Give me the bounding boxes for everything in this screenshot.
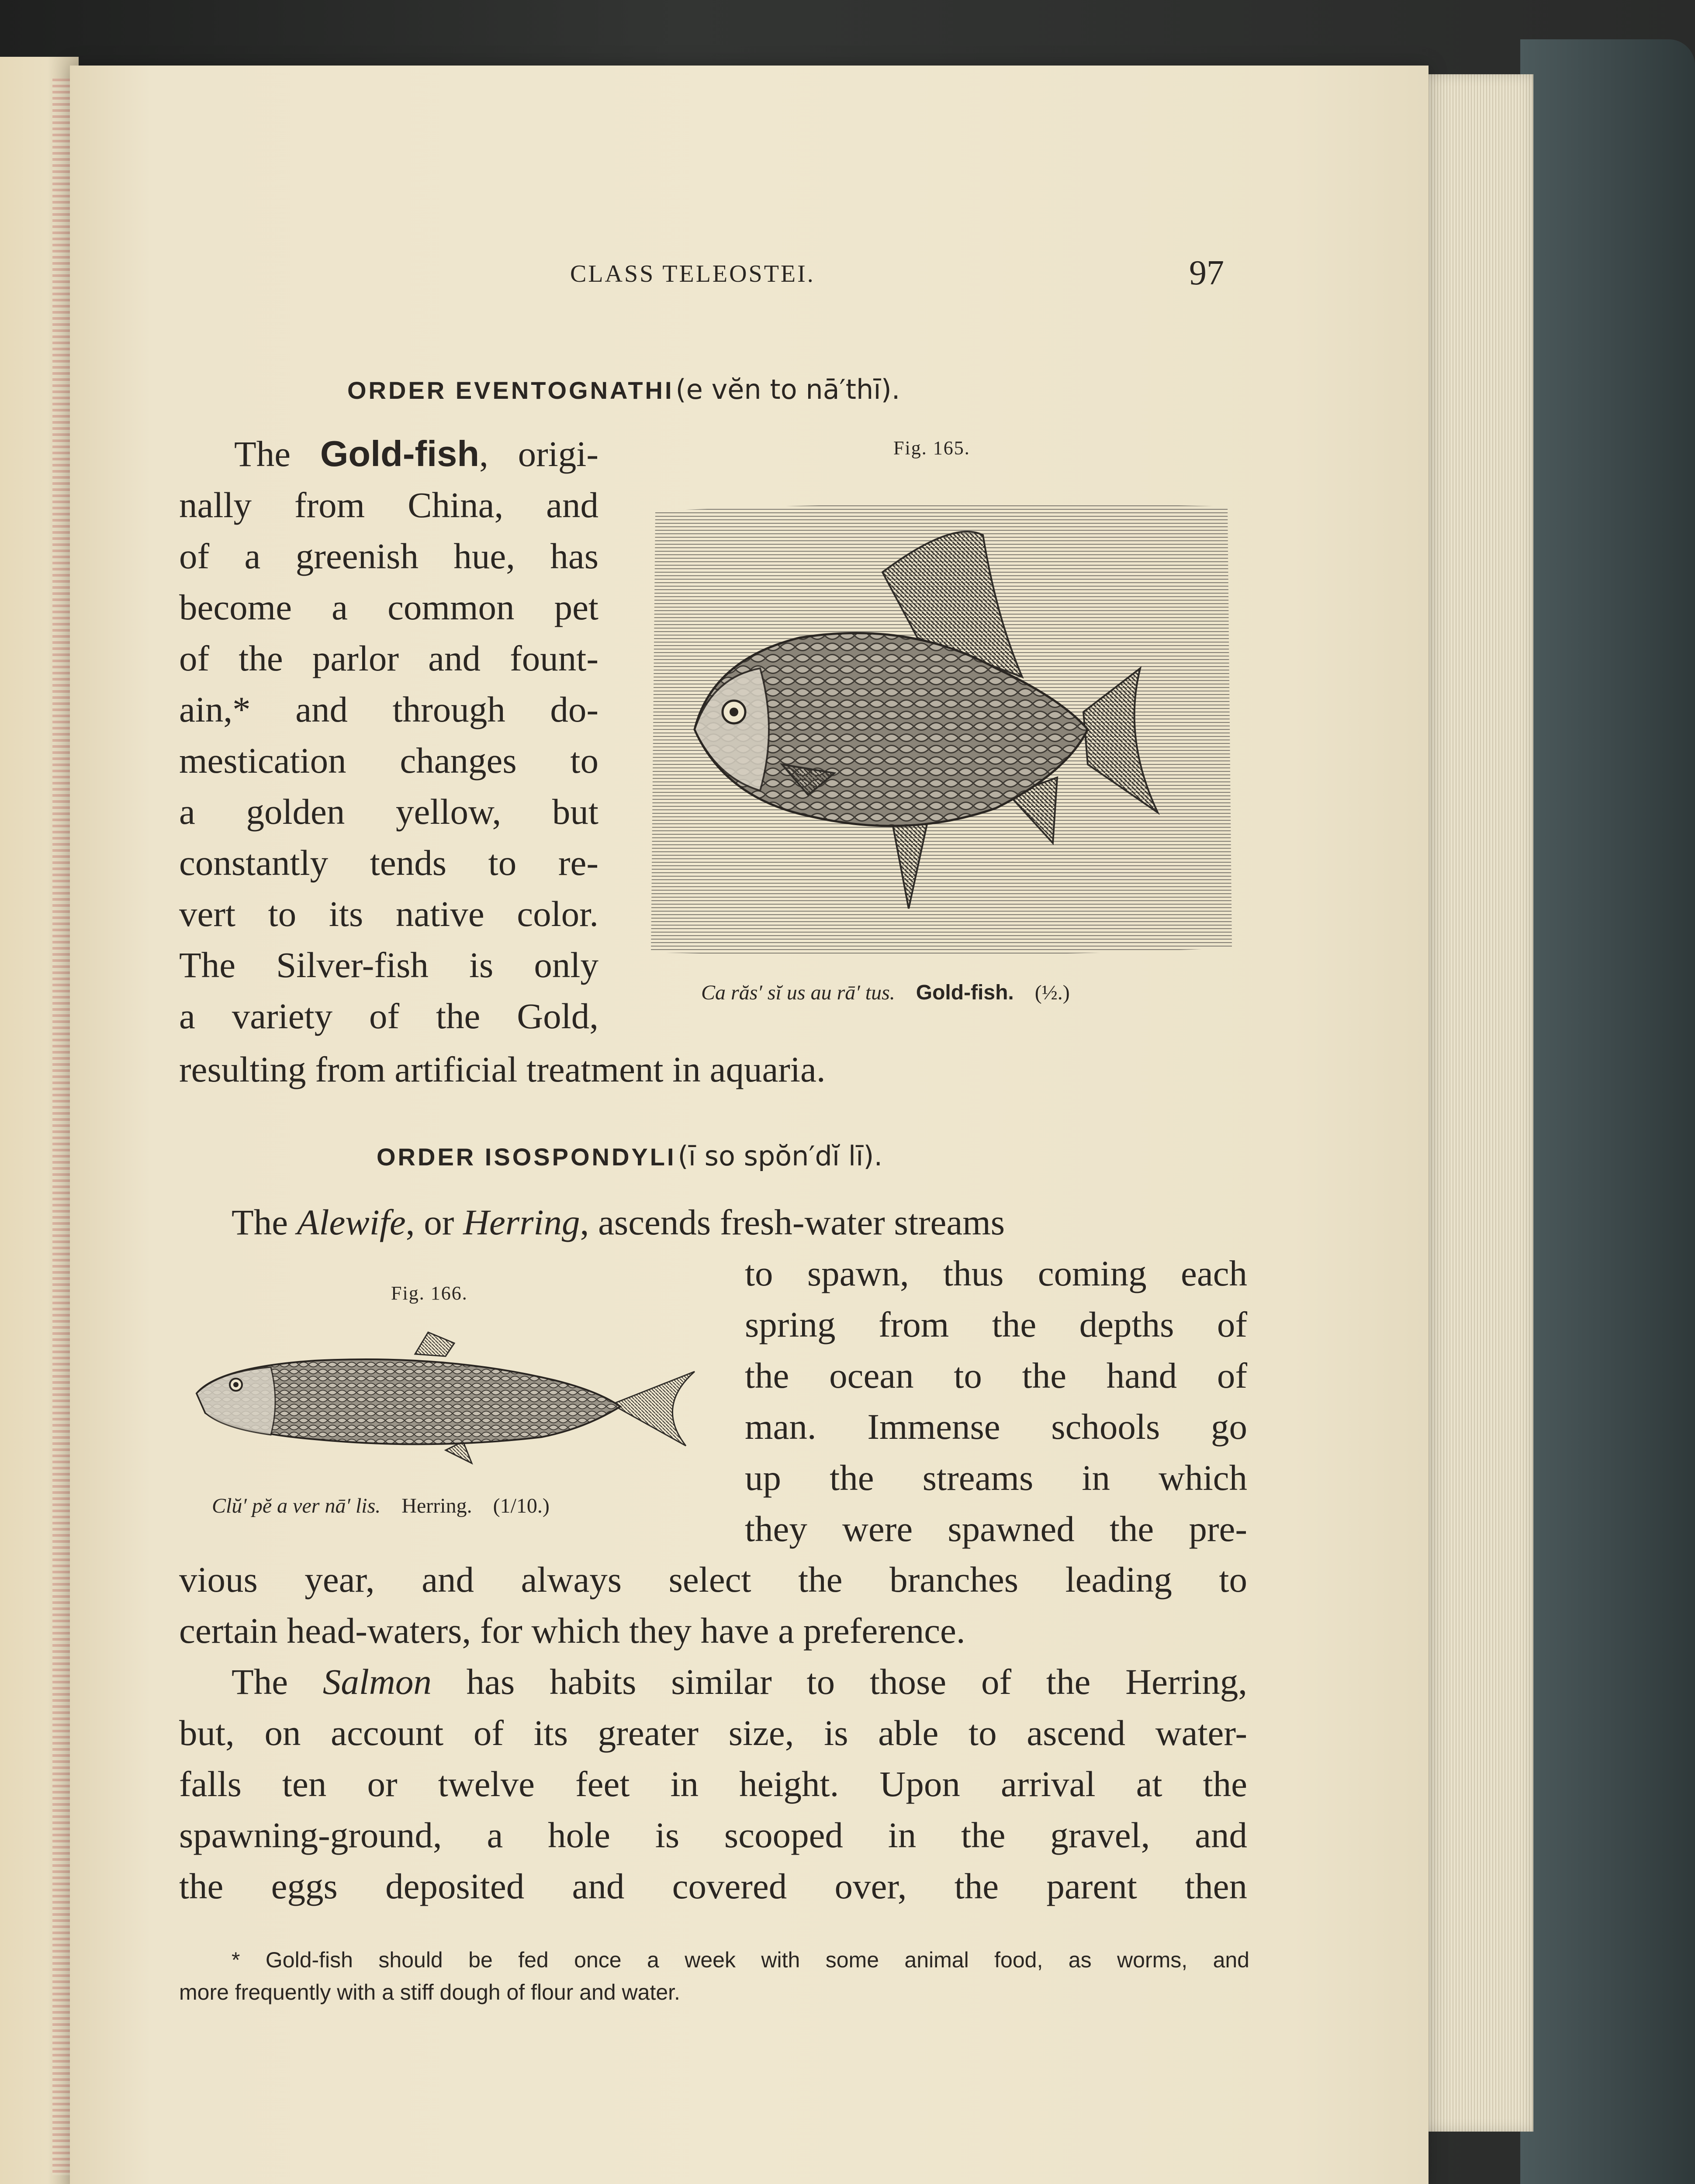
text-line: up the streams in which: [745, 1458, 1247, 1498]
footnote-line: * Gold-fish should be fed once a week with some animal food, as worms, and: [232, 1948, 1249, 1972]
text-line: vert to its native color.: [179, 894, 598, 934]
alewife-term: Alewife: [297, 1202, 406, 1242]
text-line: vious year, and always select the branches leading to: [179, 1559, 1247, 1600]
text-line: certain head-waters, for which they have a preference.: [179, 1610, 965, 1651]
text-line: The Gold-fish, origi-: [234, 433, 598, 474]
page-number: 97: [1189, 254, 1224, 292]
herring-illustration: [183, 1319, 708, 1485]
text-line: resulting from artificial treatment in aquaria.: [179, 1049, 826, 1089]
figure-165-caption: [701, 981, 1070, 1005]
text-line: mestication changes to: [179, 740, 598, 781]
text-line: of the parlor and fount-: [179, 638, 598, 678]
goldfish-term: Gold-fish: [320, 433, 480, 474]
text-line: falls ten or twelve feet in height. Upon arrival at the: [179, 1764, 1247, 1804]
text-line: a golden yellow, but: [179, 791, 598, 832]
text-line: the ocean to the hand of: [745, 1355, 1247, 1396]
figure-166-caption: [212, 1494, 550, 1518]
common-name: Herring.: [401, 1494, 472, 1517]
scale: (½.): [1034, 981, 1070, 1004]
text-line: they were spawned the pre-: [745, 1509, 1247, 1549]
text-line: become a common pet: [179, 587, 598, 627]
order-eventognathi-heading: [347, 373, 900, 405]
text-line: ain,* and through do-: [179, 689, 598, 729]
text-line: spring from the depths of: [745, 1304, 1247, 1344]
text-line: nally from China, and: [179, 485, 598, 525]
running-head: CLASS TELEOSTEI.: [570, 260, 815, 287]
text-line: The Alewife, or Herring, ascends fresh-water streams: [232, 1202, 1005, 1242]
order-pronunciation: (ī so spŏn′dĭ lī).: [678, 1140, 883, 1172]
footnote: [179, 1944, 1249, 2008]
herring-paragraph-end: [179, 1554, 1247, 1656]
salmon-term: Salmon: [322, 1662, 432, 1702]
text-line: of a greenish hue, has: [179, 536, 598, 576]
text-line: to spawn, thus coming each: [745, 1253, 1247, 1293]
text-line: spawning-ground, a hole is scooped in the gravel, and: [179, 1815, 1247, 1855]
text-line: but, on account of its greater size, is able to ascend water-: [179, 1713, 1247, 1753]
goldfish-illustration: [647, 494, 1236, 965]
herring-paragraph-wrap: [745, 1248, 1247, 1555]
scientific-name: Clŭ′ pĕ a ver nā′ lis.: [212, 1494, 381, 1517]
text-line: constantly tends to re-: [179, 843, 598, 883]
figure-165-label: Fig. 165.: [893, 437, 970, 459]
order-name: ORDER ISOSPONDYLI: [377, 1143, 676, 1171]
left-page-fore-edge: [52, 79, 70, 2175]
common-name: Gold-fish.: [916, 981, 1014, 1004]
salmon-paragraph: [179, 1656, 1247, 1912]
text-line: man. Immense schools go: [745, 1406, 1247, 1447]
page-block-edges: [1420, 74, 1533, 2132]
goldfish-paragraph: [179, 428, 598, 1042]
order-pronunciation: (e vĕn to nā′thī).: [675, 373, 900, 405]
text-line: the eggs deposited and covered over, the parent then: [179, 1866, 1247, 1906]
text-line: The Salmon has habits similar to those of the Herring,: [232, 1662, 1247, 1702]
scale: (1/10.): [493, 1494, 550, 1517]
figure-166-label: Fig. 166.: [391, 1282, 468, 1304]
text-line: The Silver-fish is only: [179, 945, 598, 985]
order-isospondyli-heading: [377, 1140, 882, 1172]
scientific-name: Ca răs′ sĭ us au rā′ tus.: [701, 981, 895, 1004]
order-name: ORDER EVENTOGNATHI: [347, 377, 674, 404]
text-line: a variety of the Gold,: [179, 996, 598, 1036]
footnote-line: more frequently with a stiff dough of flour and water.: [179, 1980, 680, 2004]
book-cover: [1520, 39, 1695, 2184]
herring-term: Herring: [463, 1202, 580, 1242]
